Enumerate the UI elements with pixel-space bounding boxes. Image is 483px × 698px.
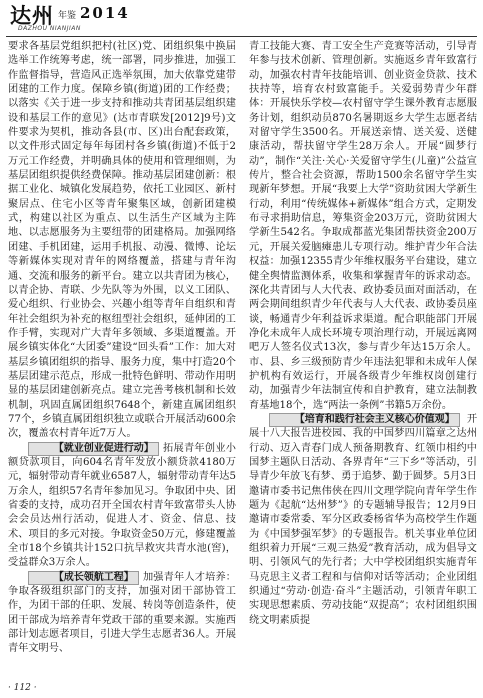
paragraph: 青工技能大赛、青工安全生产竞赛等活动，引导青年参与技术创新、管理创新。实施返乡青年致富行动，加强农村青年技能培训、创业资金贷款、技术扶持等，培育农村致富能手。关爱弱势青少年群体：开展快乐学校—农村留守学生课外教育志愿服务计划，组织动员870名暑期返乡大学生志愿者结对留守学生3500名。开展送亲情、送关爱、送健康活动，帮扶留守学生28万余人。开展“圆梦行动”，制作“关注·关心·关爱留守学生(儿童)”公益宣传片，整合社会资源，帮助1500余名留守学生实现新年梦想。开展“我要上大学”资助贫困大学新生行动，利用“传统媒体+新媒体”组合方式，定期发布寻求捐助信息，筹集资金203万元，资助贫困大学新生542名。争取成都蓝光集团帮扶资金200万元，开展关爱脑瘫患儿专项行动。维护青少年合法权益：加强12355青少年维权服务平台建设，建立健全舆情监测体系，收集和掌握青年的诉求动态。深化共青团与人大代表、政协委员面对面活动，在两会期间组织青少年代表与人大代表、政协委员座谈，畅通青少年利益诉求渠道。配合职能部门开展净化未成年人成长环境专项治理行动，开展远离网吧万人签名仪式13次，参与青少年达15万余人。市、县、乡三级预防青少年违法犯罪和未成年人保护机构有效运行，开展各级青少年维权岗创建行动，加强青少年法制宣传和自护教育，建立法制教育基地18个，选“两法一条例”书籍5万余份。 (249, 41, 477, 411)
section-heading: 【就业创业促进行动】 (28, 442, 158, 456)
yearbook-logo-suffix: 年鉴 (58, 11, 77, 21)
left-column (8, 40, 236, 657)
header-divider (6, 36, 477, 37)
paragraph: 要求各基层党组织把村(社区)党、团组织集中换届选举工作统筹考虑，统一部署，同步推进，加强工作监督指导，营造风正选举氛围，加大依靠党建带团建的工作力度。保障乡镇(街道)团的工作经费；以落实《关于进一步支持和推动共青团基层组织建设和基层工作的意见》(达市青联发[2012]9号)文件要求为契机，推动各县(市、区)出台配套政策，以文件形式固定每年每团村各乡镇(街道)不低于2万元工作经费，并明确具体的使用和管理细则，为基层团组织提供经费保障。推动基层团建创新：根据工业化、城镇化发展趋势，依托工业园区、新村聚居点、住宅小区等青年聚集区域，创新团建模式，构建以社区为重点、以生活生产区域为主阵地、以志愿服务为主要纽带的团建格局。加强网络团建、手机团建，运用手机报、动漫、微博、论坛等新媒体实现对青年的网络覆盖，搭建与青年沟通、交流和服务的新平台。建立以共青团为核心，以青企协、青联、少先队等为外围，以义工团队、爱心组织、行业协会、兴趣小组等青年自组织和青年社会组织为补充的枢纽型社会组织，延伸团的工作手臂，实现对广大青年多领域、多渠道覆盖。开展乡镇实体化“大团委”建设“回头看”工作：加大对基层乡镇团组织的指导、服务力度，集中打造20个基层团建示范点，形成一批特色鲜明、带动作用明显的基层团建创新亮点。建立完善考核机制和长效机制，巩固直属团组织7648个，新建直属团组织77个，乡镇直属团组织独立或联合开展活动600余次，覆盖农村青年近7万人。 (8, 41, 236, 440)
section-heading: 【成长领航工程】 (28, 571, 138, 585)
yearbook-year: 2014 (80, 4, 130, 22)
page-header (0, 0, 483, 42)
section-paragraph (8, 571, 236, 657)
paragraph-text: 开展十八大报告进校园、我的中国梦四川篇章之达州行动、迈入青春门成人预备期教育、红领巾相约中国梦主题队日活动、各界青年“三下乡”等活动，引导青少年放飞有梦、勇于追梦、勤于圆梦。5月3日邀请市委书记焦伟侠在四川文理学院向青年学生作题为《起航“达州梦”》的专题辅导报告；12月9日邀请市委常委、军分区政委杨省华为高校学生作题为《中国梦强军梦》的专题报告。机关事业单位团组织着力开展“三观三热爱”教育活动，成为倡导文明、引领风气的先行者；大中学校团组织实施青年马克思主义者工程和与信仰对话等活动；企业团组织通过“劳动·创造·奋斗”主题活动，引领青年职工实现思想素质、劳动技能“双提高”；农村团组织围绕文明素质提 (249, 413, 477, 626)
section-paragraph (249, 413, 477, 628)
paragraph-text: 拓展青年创业小额贷款项目，向604名青年发放小额贷款4180万元，辐射带动青年就业6587人，辐射带动青年达5万余人，组织57名青年参加见习。争取团中央、团省委的支持，成功召开全国农村青年致富带头人协会会员达州行活动，促进人才、资金、信息、技术、项目的多元对接。争取资金50万元，修建覆盖全市18个乡镇共计152口抗旱救灾共青水池(窖)，受益群众3万余人。 (8, 442, 236, 569)
yearbook-logo-title: 达州 (10, 3, 54, 28)
page-number: · 112 · (8, 683, 37, 693)
paragraph-text: 加强青年人才培养：争取各级组织部门的支持，加强对团干部协管工作，为团干部的任职、发展、转岗等创造条件，使团干部成为培养青年党政干部的重要来源。实施西部计划志愿者项目，引进大学生志愿者36人。开展青年文明号、 (8, 571, 236, 655)
section-heading: 【培育和践行社会主义核心价值观】 (269, 413, 459, 427)
section-paragraph (8, 442, 236, 571)
right-column (249, 40, 477, 628)
yearbook-subtitle: DAZHOU NIANJIAN (18, 25, 81, 32)
